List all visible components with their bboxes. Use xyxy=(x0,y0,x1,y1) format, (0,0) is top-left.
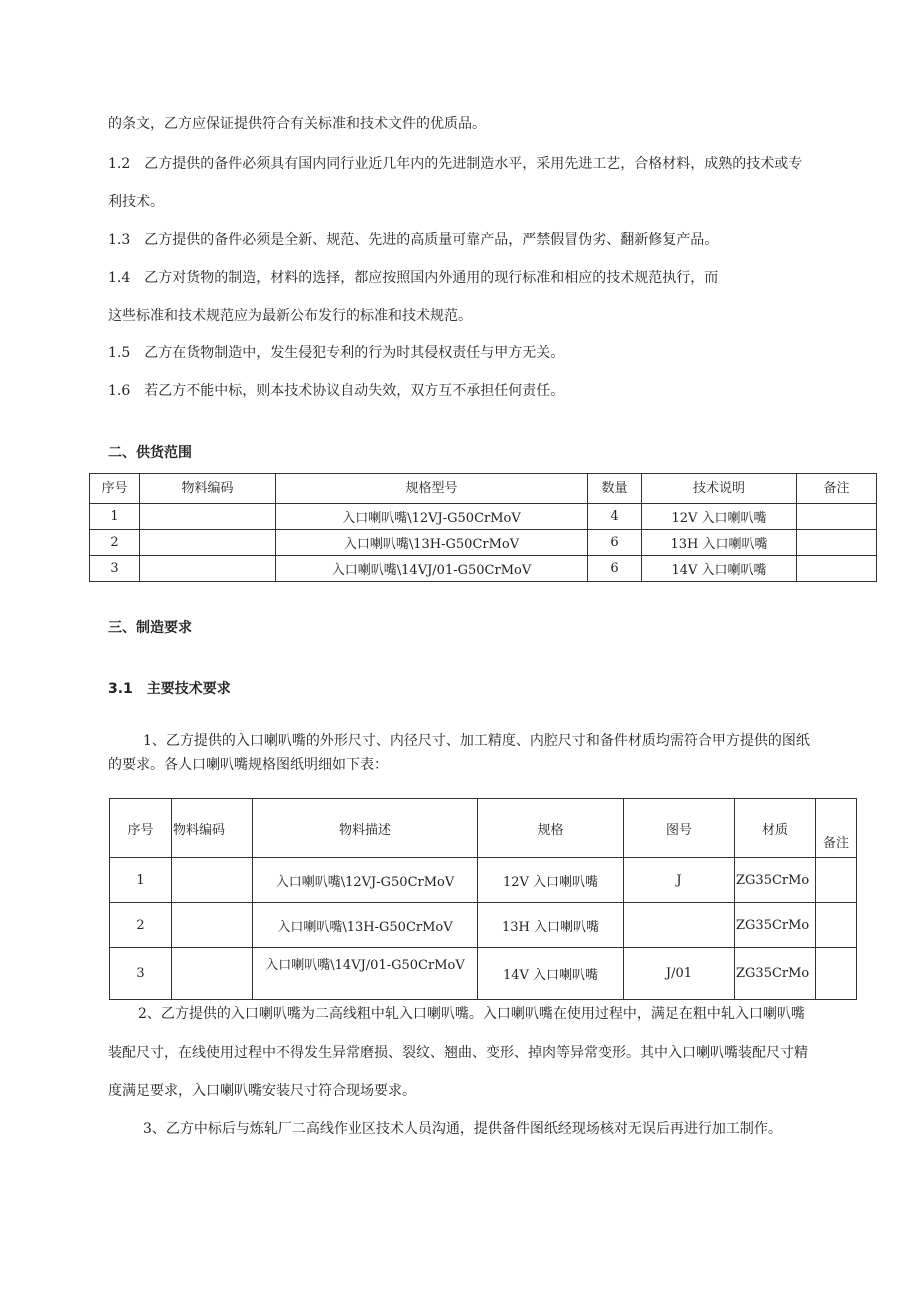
clause-1-2-line-b: 利技术。 xyxy=(108,194,164,210)
table-cell: J xyxy=(624,858,735,903)
header-cell: 物料编码 xyxy=(140,474,276,504)
table-cell: 入口喇叭嘴\12VJ-G50CrMoV xyxy=(276,504,588,530)
table-cell: 12V 入口喇叭嘴 xyxy=(478,858,624,903)
table-cell: 入口喇叭嘴\14VJ/01-G50CrMoV xyxy=(276,556,588,582)
table-cell: 1 xyxy=(90,504,140,530)
table-header-row xyxy=(90,474,877,504)
header-cell: 材质 xyxy=(735,799,816,858)
table-cell: 4 xyxy=(588,504,642,530)
table-header-row xyxy=(110,799,857,858)
supply-scope-table xyxy=(89,473,877,582)
intro-line-0: 的条文，乙方应保证提供符合有关标准和技术文件的优质品。 xyxy=(108,116,486,132)
header-cell: 规格 xyxy=(478,799,624,858)
clause-1-4-line-b: 这些标准和技术规范应为最新公布发行的标准和技术规范。 xyxy=(108,308,472,324)
subsection-3-1-heading: 3.1 主要技术要求 xyxy=(108,681,231,697)
header-cell: 备注 xyxy=(797,474,877,504)
clause-1-6: 1.6 若乙方不能中标，则本技术协议自动失效，双方互不承担任何责任。 xyxy=(108,383,565,399)
requirement-2-line-c: 度满足要求，入口喇叭嘴安装尺寸符合现场要求。 xyxy=(108,1083,416,1099)
header-cell: 备注 xyxy=(816,799,857,858)
table-cell xyxy=(797,504,877,530)
table-cell: 12V 入口喇叭嘴 xyxy=(642,504,797,530)
requirement-3: 3、乙方中标后与炼轧厂二高线作业区技术人员沟通，提供备件图纸经现场核对无误后再进行加工制作。 xyxy=(143,1121,782,1137)
table-cell: 入口喇叭嘴\14VJ/01-G50CrMoV xyxy=(253,948,478,1000)
table-cell: 13H 入口喇叭嘴 xyxy=(478,903,624,948)
drawing-detail-table xyxy=(109,798,857,1000)
clause-1-2-line-a: 1.2 乙方提供的备件必须具有国内同行业近几年内的先进制造水平，采用先进工艺，合格材料，成熟的技术或专 xyxy=(108,156,803,172)
table-cell xyxy=(797,556,877,582)
table-cell xyxy=(624,903,735,948)
clause-1-4-line-a: 1.4 乙方对货物的制造，材料的选择，都应按照国内外通用的现行标准和相应的技术规范执行，而 xyxy=(108,270,719,286)
header-cell: 物料编码 xyxy=(172,799,253,858)
header-cell: 物料描述 xyxy=(253,799,478,858)
section-3-heading: 三、制造要求 xyxy=(108,620,192,636)
table-row xyxy=(90,530,877,556)
table-row xyxy=(90,556,877,582)
table-cell: 3 xyxy=(110,948,172,1000)
header-cell: 规格型号 xyxy=(276,474,588,504)
table-cell xyxy=(797,530,877,556)
table-cell: 14V 入口喇叭嘴 xyxy=(478,948,624,1000)
table-cell: J/01 xyxy=(624,948,735,1000)
clause-1-3: 1.3 乙方提供的备件必须是全新、规范、先进的高质量可靠产品，严禁假冒伪劣、翻新修复产品。 xyxy=(108,232,719,248)
header-cell: 数量 xyxy=(588,474,642,504)
header-cell: 图号 xyxy=(624,799,735,858)
table-cell: 6 xyxy=(588,556,642,582)
table-cell xyxy=(140,556,276,582)
table-cell xyxy=(816,858,857,903)
table-cell: 1 xyxy=(110,858,172,903)
table-cell: 入口喇叭嘴\13H-G50CrMoV xyxy=(253,903,478,948)
table-row xyxy=(90,504,877,530)
table-cell: 入口喇叭嘴\13H-G50CrMoV xyxy=(276,530,588,556)
table-cell xyxy=(172,903,253,948)
table-cell: ZG35CrMo xyxy=(735,858,816,903)
table-cell: ZG35CrMo xyxy=(735,903,816,948)
requirement-2-line-b: 装配尺寸，在线使用过程中不得发生异常磨损、裂纹、翘曲、变形、掉肉等异常变形。其中入口喇叭嘴装配尺寸精 xyxy=(108,1045,808,1061)
header-cell: 序号 xyxy=(90,474,140,504)
table-row xyxy=(110,858,857,903)
table-cell: 2 xyxy=(90,530,140,556)
table-cell xyxy=(172,858,253,903)
table-cell xyxy=(140,504,276,530)
requirement-2-line-a: 2、乙方提供的入口喇叭嘴为二高线粗中轧入口喇叭嘴。入口喇叭嘴在使用过程中，满足在粗中轧入口喇叭嘴 xyxy=(138,1006,805,1022)
requirement-1-line-a: 1、乙方提供的入口喇叭嘴的外形尺寸、内径尺寸、加工精度、内腔尺寸和备件材质均需符合甲方提供的图纸 xyxy=(143,733,810,749)
table-cell: 入口喇叭嘴\12VJ-G50CrMoV xyxy=(253,858,478,903)
header-cell: 技术说明 xyxy=(642,474,797,504)
clause-1-5: 1.5 乙方在货物制造中，发生侵犯专利的行为时其侵权责任与甲方无关。 xyxy=(108,345,565,361)
table-cell: 14V 入口喇叭嘴 xyxy=(642,556,797,582)
header-cell: 序号 xyxy=(110,799,172,858)
table-row xyxy=(110,903,857,948)
table-cell xyxy=(172,948,253,1000)
requirement-1-line-b: 的要求。各人口喇叭嘴规格图纸明细如下表： xyxy=(108,757,388,773)
table-cell: 6 xyxy=(588,530,642,556)
table-row xyxy=(110,948,857,1000)
table-cell: 3 xyxy=(90,556,140,582)
table-cell xyxy=(816,903,857,948)
table-cell xyxy=(816,948,857,1000)
table-cell: ZG35CrMo xyxy=(735,948,816,1000)
section-2-heading: 二、供货范围 xyxy=(108,445,192,461)
table-cell: 13H 入口喇叭嘴 xyxy=(642,530,797,556)
table-cell xyxy=(140,530,276,556)
table-cell: 2 xyxy=(110,903,172,948)
